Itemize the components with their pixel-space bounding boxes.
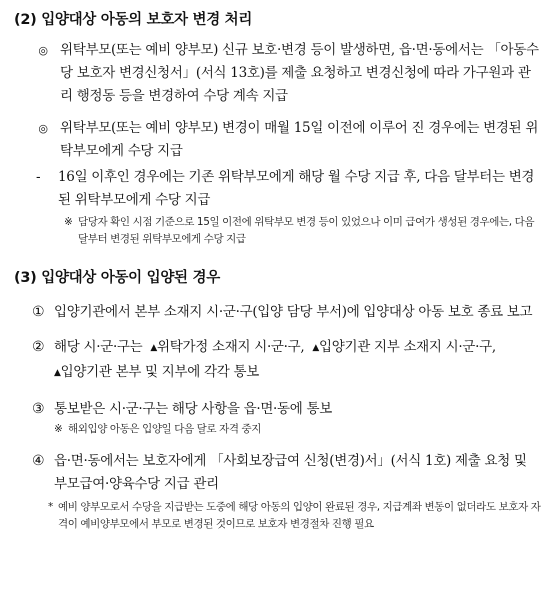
item-1-text: 입양기관에서 본부 소재지 시·군·구(입양 담당 부서)에 입양대상 아동 보호 종료 보고 <box>54 304 533 320</box>
section-3-item-3 <box>32 398 541 421</box>
note-item-4-text: 예비 양부모로서 수당을 지급받는 도중에 해당 아동의 입양이 완료된 경우, 지급계좌 변동이 없더라도 보호자 자격이 예비양부모에서 부모로 변경된 것이므로 보호자 변경절차 진행 필요 <box>58 501 541 530</box>
triangle-bullet-icon: ▲ <box>54 368 61 378</box>
reference-mark-icon: ※ <box>54 423 63 435</box>
section-2-heading: (2) 입양대상 아동의 보호자 변경 처리 <box>14 12 253 28</box>
circled-number-2: ② <box>32 339 45 355</box>
dash-1-text: 16일 이후인 경우에는 기존 위탁부모에게 해당 월 수당 지급 후, 다음 달부터는 변경된 위탁부모에게 수당 지급 <box>58 169 535 208</box>
asterisk-icon: * <box>48 501 53 513</box>
item-3-text: 통보받은 시·군·구는 해당 사항을 읍·면·동에 통보 <box>54 401 333 417</box>
circle-bullet-icon: ◎ <box>38 122 48 135</box>
section-2-bullet-2 <box>34 117 541 163</box>
section-2-note <box>64 214 541 248</box>
note-1-text: 담당자 확인 시점 기준으로 15일 이전에 위탁부모 변경 등이 있었으나 이미 급여가 생성된 경우에는, 다음 달부터 변경된 위탁부모에게 수당 지급 <box>78 216 535 245</box>
item-2-text-c: 입양기관 지부 소재지 시·군·구, <box>319 339 496 355</box>
bullet-2-text: 위탁부모(또는 예비 양부모) 변경이 매월 15일 이전에 이루어 진 경우에는 변경된 위탁부모에게 수당 지급 <box>60 120 539 159</box>
section-2-dash-1 <box>36 166 541 212</box>
bullet-1-text: 위탁부모(또는 예비 양부모) 신규 보호·변경 등이 발생하면, 읍·면·동에서는 「아동수당 보호자 변경신청서」(서식 13호)를 제출 요청하고 변경신청에 따라 가구원과 관리 행정동 등을 변경하여 수당 계속 지급 <box>60 42 539 104</box>
section-3-item-3-note <box>54 421 541 438</box>
section-3-item-4 <box>32 450 541 496</box>
circled-number-3: ③ <box>32 401 45 417</box>
circle-bullet-icon: ◎ <box>38 44 48 57</box>
reference-mark-icon: ※ <box>64 216 73 228</box>
item-2-text-b: 위탁가정 소재지 시·군·구, <box>157 339 305 355</box>
triangle-bullet-icon: ▲ <box>312 343 320 353</box>
triangle-bullet-icon: ▲ <box>150 343 158 353</box>
circled-number-4: ④ <box>32 453 45 469</box>
circled-number-1: ① <box>32 304 45 320</box>
item-2-text-d: 입양기관 본부 및 지부에 각각 통보 <box>60 364 259 380</box>
section-3-item-1 <box>32 301 541 324</box>
section-3-item-2 <box>32 336 541 386</box>
section-2-bullet-1 <box>34 39 541 108</box>
section-3-heading: (3) 입양대상 아동이 입양된 경우 <box>14 270 220 286</box>
item-2-text-a: 해당 시·군·구는 <box>54 339 143 355</box>
note-item-3-text: 해외입양 아동은 입양일 다음 달로 자격 중지 <box>68 423 261 435</box>
dash-marker: - <box>36 169 41 185</box>
section-3-item-4-note <box>48 499 541 533</box>
item-4-text: 읍·면·동에서는 보호자에게 「사회보장급여 신청(변경)서」(서식 1호) 제출 요청 및 부모급여·양육수당 지급 관리 <box>54 453 527 492</box>
